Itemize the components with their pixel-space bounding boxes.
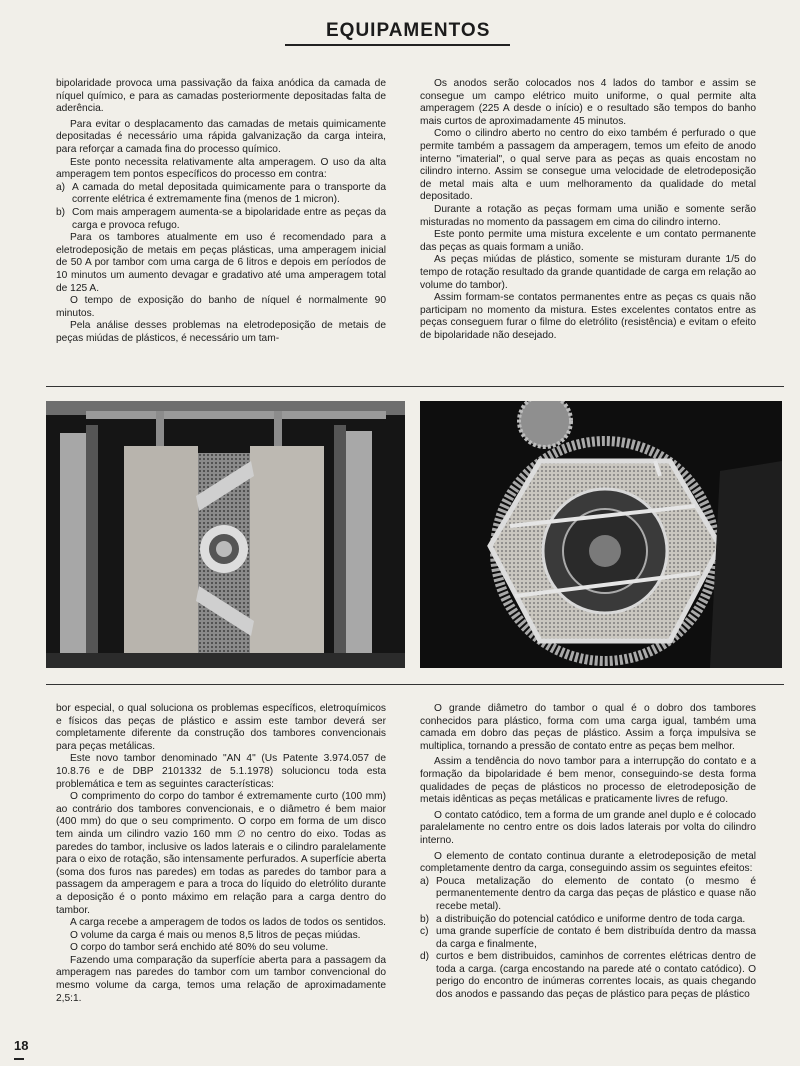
section-title: EQUIPAMENTOS bbox=[326, 20, 491, 41]
column-1 bbox=[56, 78, 386, 345]
photo-tambor-front bbox=[46, 401, 405, 668]
corner-mark bbox=[14, 1058, 24, 1064]
column-4 bbox=[420, 703, 756, 1002]
divider bbox=[46, 386, 784, 387]
column-2 bbox=[420, 78, 756, 342]
page-number: 18 bbox=[14, 1038, 29, 1053]
paragraph: O comprimento do corpo do tambor é extremamente curto (100 mm) ao contrário dos tambores convencionais, e o diâmetro é bem maior (400 mm) do que o seu comprimento. O corpo em forma de um disco tem ainda um cilindro vazio 160 mm ∅ no centro do eixo. Todas as paredes do tambor, inclusive os lados laterais e o cilindro paralelamente para o eixo de rotação, são intensamente perfurados. A superfície aberta (soma dos furos nas paredes) em todas as paredes do tambor para a passagem da amperagem e para a troca do líquido do eletrólito durante a deposição é o ponto máximo em relação para a carga dentro do tambor. bbox=[56, 791, 386, 916]
list-item: b) a distribuição do potencial catódico e uniforme dentro de toda carga. bbox=[420, 913, 746, 925]
paragraph: Este novo tambor denominado "AN 4" (Us Patente 3.974.057 de 10.8.76 e de DBP 2101332 de 5.1.1978) solucioncu toda esta problemática e tem as seguintes características: bbox=[56, 753, 386, 790]
paragraph: Para os tambores atualmente em uso é recomendado para a eletrodeposição de metais em peças plásticas, uma amperagem inicial de 50 A por tambor com uma carga de 6 litros e depois em períodos de 10 minutos um aumento devagar e gradativo até uma amperagem total de 125 A. bbox=[56, 232, 386, 294]
paragraph: Para evitar o desplacamento das camadas de metais quimicamente depositadas é necessário uma rápida galvanização da carga inteira, para reforçar a camada fina do processo químico. bbox=[56, 118, 386, 155]
paragraph: Assim a tendência do novo tambor para a interrupção do contato e a formação da bipolaridade é bem menor, conseguindo-se desta forma qualidades de peças de plásticos no processo de eletrodeposição de metais idênticas as peças metálicas e praticamente livres de refugo. bbox=[420, 756, 756, 806]
paragraph: Durante a rotação as peças formam uma união e somente serão misturadas no momento da passagem em cima do cilindro interno. bbox=[420, 203, 756, 228]
list-item: a) Pouca metalização do elemento de contato (o mesmo é permanentemente dentro da carga das peças de plástico e quase não recebe metal). bbox=[420, 875, 756, 912]
paragraph: Este ponto necessita relativamente alta amperagem. O uso da alta amperagem tem pontos específicos do processo em contra: bbox=[56, 156, 386, 181]
list-item: d) curtos e bem distribuidos, caminhos de correntes elétricas dentro de toda a carga. (carga encostando na parede até o contato catódico). O perigo do encontro de inúmeras correntes locais, as quais chegando dos anodos e passando das peças de plástico para peças de plástico bbox=[420, 951, 756, 1001]
paragraph: Este ponto permite uma mistura excelente e um contato permanente das peças as quais formam a união. bbox=[420, 229, 756, 253]
paragraph: O corpo do tambor será enchido até 80% do seu volume. bbox=[70, 942, 329, 954]
paragraph: bipolaridade provoca uma passivação da faixa anódica da camada de níquel químico, e para as camadas posteriormente depositadas falta de aderência. bbox=[56, 78, 386, 115]
paragraph: O elemento de contato continua durante a eletrodeposição de metal completamente dentro da carga, conseguindo assim os seguintes efeitos: bbox=[420, 850, 756, 875]
list-item: b) Com mais amperagem aumenta-se a bipolaridade entre as peças da carga e provoca refugo. bbox=[56, 206, 386, 231]
paragraph: As peças miúdas de plástico, somente se misturam durante 1/5 do tempo de rotação resultado da grande quantidade de carga em relação ao volume do tambor). bbox=[420, 254, 756, 291]
paragraph: bor especial, o qual soluciona os problemas específicos, eletroquímicos e físicos das peças de plástico e assim este tambor deverá ser completamente diferente da construção dos tambores convencionais para peças metálicas. bbox=[56, 703, 386, 752]
divider bbox=[46, 684, 784, 685]
paragraph: O contato catódico, tem a forma de um grande anel duplo e é colocado paralelamente no centro entre os dois lados laterais por volta do cilindro interno. bbox=[420, 809, 756, 846]
tambor-front-illustration bbox=[46, 401, 405, 668]
paragraph: Assim formam-se contatos permanentes entre as peças cs quais não participam no momento da mistura. Estes excelentes contatos entre as peças conseguem furar o filme do eletrólito (resistência) e evitam o efeito de bipolaridade não desejado. bbox=[420, 292, 756, 341]
paragraph: O volume da carga é mais ou menos 8,5 litros de peças miúdas. bbox=[70, 929, 361, 941]
paragraph: Como o cilindro aberto no centro do eixo também é perfurado o que permite também a passagem da amperagem, temos um efeito de anodo interno "imaterial", o qual serve para as peças as quais encostam no cilindro interno. Assim se consegue uma velocidade de eletrodeposição de metal mais alta e uum melhoramento da qualidade do metal depositado. bbox=[420, 128, 756, 203]
tambor-open-illustration bbox=[420, 401, 782, 668]
list-item: a) A camada do metal depositada quimicamente para o transporte da corrente elétrica é extremamente fina (menos de 1 micron). bbox=[56, 181, 386, 206]
paragraph: Fazendo uma comparação da superfície aberta para a passagem da amperagem nas paredes do tambor com um tambor convencional do mesmo volume da carga, temos uma relação de aproximadamente 2,5:1. bbox=[56, 954, 386, 1004]
photo-tambor-open bbox=[420, 401, 782, 668]
column-3 bbox=[56, 703, 386, 1005]
paragraph: O tempo de exposição do banho de níquel é normalmente 90 minutos. bbox=[56, 295, 386, 319]
paragraph: Os anodos serão colocados nos 4 lados do tambor e assim se consegue um campo elétrico muito uniforme, o qual permite alta amperagem (225 A desde o início) e o resultado são tempos do banho mais curtos de aproximadamente 45 minutos. bbox=[420, 78, 756, 127]
title-rule bbox=[285, 44, 510, 46]
paragraph: A carga recebe a amperagem de todos os lados de todos os sentidos. bbox=[70, 917, 387, 929]
list-item: c) uma grande superfície de contato é bem distribuída dentro da massa da carga e finalmente, bbox=[420, 926, 756, 950]
paragraph: O grande diâmetro do tambor o qual é o dobro dos tambores conhecidos para plástico, forma com uma carga igual, também uma camada em dobro das peças de plástico. Assim a força impulsiva se multiplica, tornando a pressão de contato entre as peças bem melhor. bbox=[420, 703, 756, 752]
paragraph: Pela análise desses problemas na eletrodeposição de metais de peças miúdas de plásticos, é necessário um tam- bbox=[56, 320, 386, 344]
